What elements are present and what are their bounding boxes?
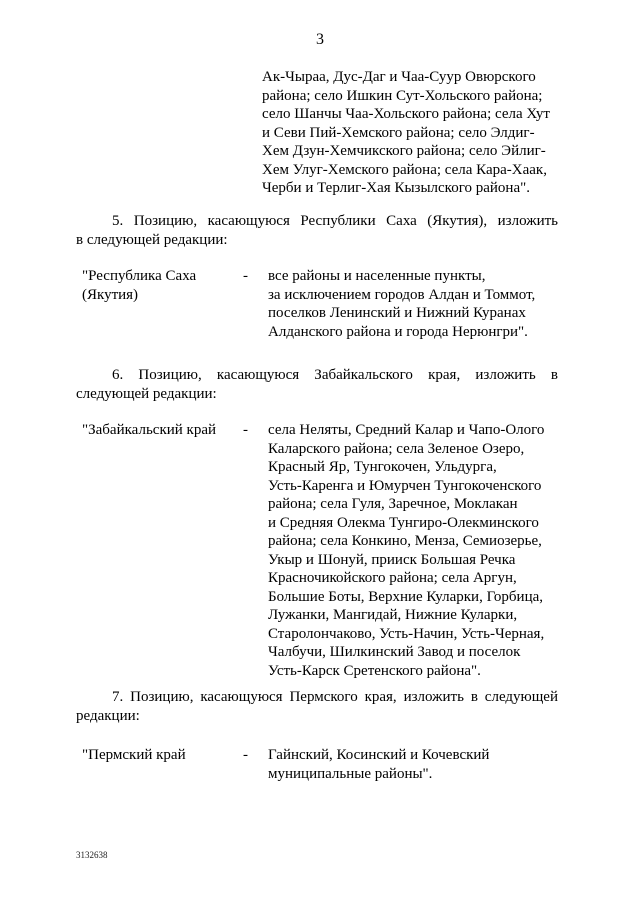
continuation-text xyxy=(262,68,562,198)
entry-dash: - xyxy=(243,747,248,763)
text-line: района; село Ишкин Сут-Хольского района; xyxy=(262,87,543,104)
text-line: муниципальные районы". xyxy=(268,765,433,782)
text-line: Ак-Чыраа, Дус-Даг и Чаа-Суур Овюрского xyxy=(262,69,536,85)
entry-dash: - xyxy=(243,422,248,438)
text-line: района; села Гуля, Заречное, Моклакан xyxy=(268,496,518,512)
entry-text-perm xyxy=(268,746,568,783)
paragraph-line: редакции: xyxy=(76,707,140,724)
text-line: Хем Дзун-Хемчикского района; село Эйлиг- xyxy=(262,143,546,159)
entry-name-perm xyxy=(82,746,232,765)
entry-text-sakha xyxy=(268,267,568,341)
paragraph-6 xyxy=(76,366,558,403)
text-line: Лужанки, Мангидай, Нижние Куларки, xyxy=(268,607,518,623)
entry-name-line: (Якутия) xyxy=(82,286,139,303)
entry-text-zabaikalsky xyxy=(268,421,568,680)
page-number: 3 xyxy=(316,31,324,48)
entry-name-line: "Забайкальский край xyxy=(82,422,217,438)
text-line: Черби и Терлиг-Хая Кызылского района". xyxy=(262,180,530,196)
text-line: села Неляты, Средний Калар и Чапо-Олого xyxy=(268,422,545,438)
text-line: Усть-Карск Сретенского района". xyxy=(268,662,481,679)
text-line: Алданского района и города Нерюнгри". xyxy=(268,323,528,340)
entry-name-line: "Республика Саха xyxy=(82,268,197,284)
entry-name-sakha xyxy=(82,267,232,304)
text-line: Большие Боты, Верхние Куларки, Горбица, xyxy=(268,588,544,605)
text-line: и Средняя Олекма Тунгиро-Олекминского xyxy=(268,514,539,531)
paragraph-line: 5. Позицию, касающуюся Республики Саха (Якутия), изложить xyxy=(112,213,558,229)
entry-name-line: "Пермский край xyxy=(82,747,186,763)
text-line: Старолончаково, Усть-Начин, Усть-Черная, xyxy=(268,625,545,642)
paragraph-line: следующей редакции: xyxy=(76,385,217,402)
text-line: Укыр и Шонуй, прииск Большая Речка xyxy=(268,551,516,568)
paragraph-7 xyxy=(76,688,558,725)
text-line: поселков Ленинский и Нижний Куранах xyxy=(268,305,526,321)
text-line: село Шанчы Чаа-Хольского района; села Хут xyxy=(262,106,550,122)
text-line: Красночикойского района; села Аргун, xyxy=(268,570,517,586)
text-line: Каларского района; села Зеленое Озеро, xyxy=(268,440,525,457)
text-line: Усть-Каренга и Юмурчен Тунгокоченского xyxy=(268,477,542,494)
text-line: Хем Улуг-Хемского района; села Кара-Хаак, xyxy=(262,161,547,178)
text-line: все районы и населенные пункты, xyxy=(268,268,486,284)
text-line: района; села Конкино, Мензa, Семиозерье, xyxy=(268,533,542,549)
document-code: 3132638 xyxy=(76,850,108,860)
text-line: и Севи Пий-Хемского района; село Элдиг- xyxy=(262,124,535,141)
paragraph-5 xyxy=(76,212,558,249)
paragraph-line: 6. Позицию, касающуюся Забайкальского края, изложить в xyxy=(112,367,558,383)
paragraph-line: 7. Позицию, касающуюся Пермского края, изложить в следующей xyxy=(112,689,558,705)
paragraph-line: в следующей редакции: xyxy=(76,231,228,248)
text-line: Красный Яр, Тунгокочен, Ульдурга, xyxy=(268,459,497,475)
text-line: Гайнский, Косинский и Кочевский xyxy=(268,747,490,763)
entry-dash: - xyxy=(243,268,248,284)
text-line: Чалбучи, Шилкинский Завод и поселок xyxy=(268,644,521,660)
entry-name-zabaikalsky xyxy=(82,421,232,440)
text-line: за исключением городов Алдан и Томмот, xyxy=(268,286,536,303)
